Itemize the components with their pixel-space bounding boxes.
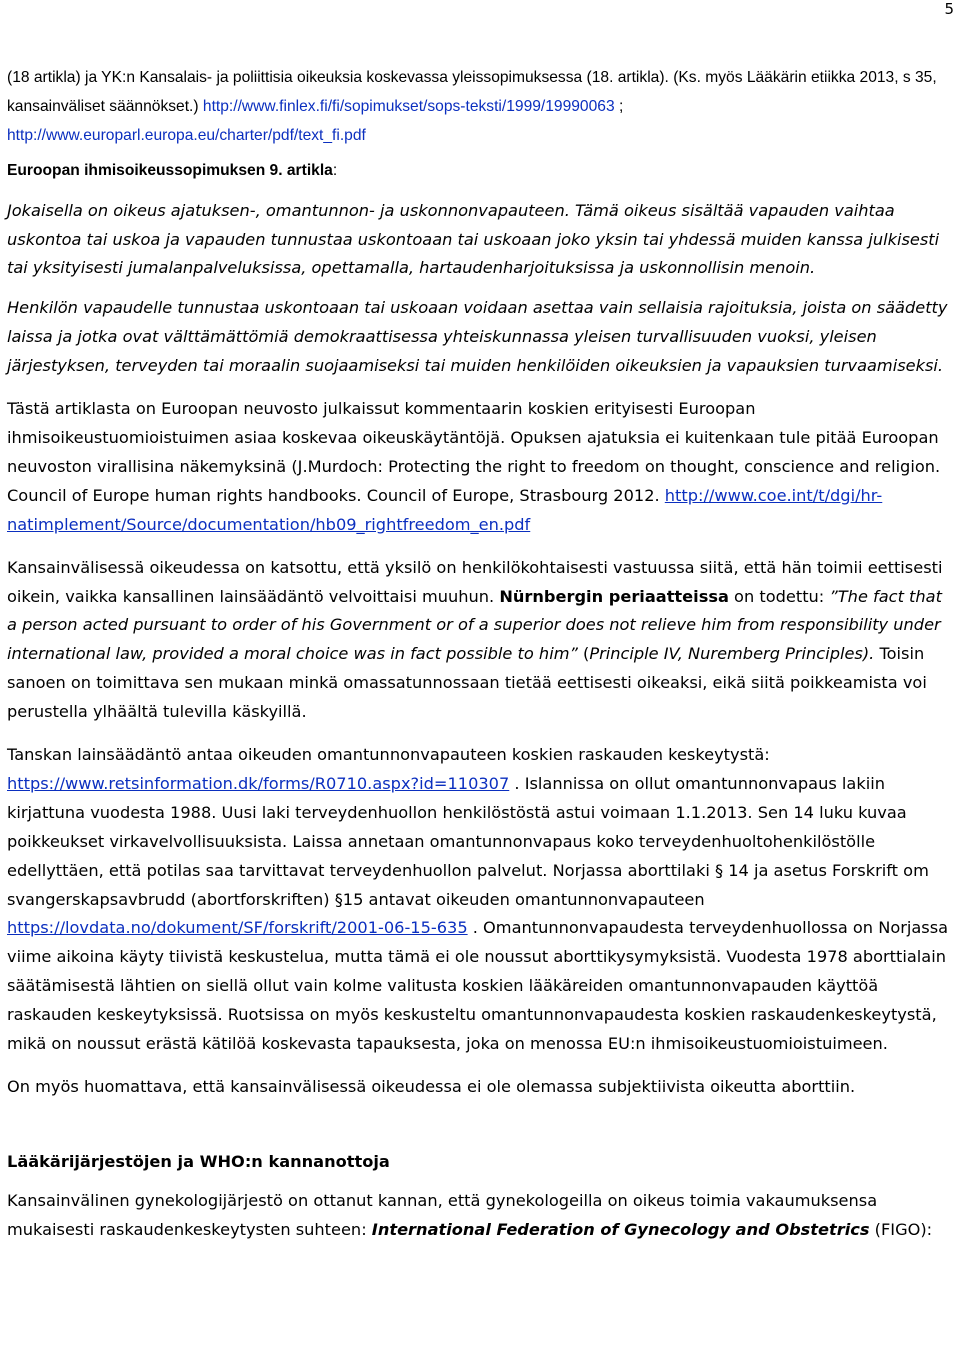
echr-heading-colon: :: [332, 161, 338, 179]
figo-text-1: Kansainvälinen gynekologijärjestö on ottanut kannan, että gynekologeilla on oikeus toimia vakaumuksensa mukaisesti raskaudenkeskeytysten suhteen:: [7, 1190, 878, 1239]
intro-separator: ;: [614, 97, 624, 115]
echr-quote-1: Jokaisella on oikeus ajatuksen-, omantunnon- ja uskonnonvapauteen. Tämä oikeus sisältää vapauden vaihtaa uskontoa tai uskoa ja vapauden tunnustaa uskontoaan tai uskoaan joko yksin tai yhdessä muiden kanssa julkisesti tai yksityisesti jumalanpalveluksissa, opettamalla, hartaudenharjoituksissa ja uskonnollisin menoin.: [7, 200, 940, 278]
coe-link[interactable]: http://www.coe.int/t/dgi/hr-natimplement/Source/documentation/hb09_rightfreedom_en.pdf: [7, 485, 883, 534]
figo-paragraph: [7, 1187, 953, 1245]
council-paragraph: [7, 395, 953, 540]
nuremberg-principles-bold: Nürnbergin periaatteissa: [499, 586, 729, 606]
intro-paragraph: [7, 64, 953, 151]
echr-quote-2: Henkilön vapaudelle tunnustaa uskontoaan tai uskoaan voidaan asettaa vain sellaisia rajoituksia, joista on säädetty laissa ja jotka ovat välttämättömiä demokraattisessa yhteiskunnassa yleisen turvallisuuden vuoksi, yleisen järjestyksen, terveyden tai moraalin suojaamiseksi tai muiden henkilöiden oikeuksien ja vapauksien turvaamiseksi.: [7, 298, 948, 376]
section-heading: Lääkärijärjestöjen ja WHO:n kannanottoja: [7, 1151, 390, 1171]
nuremberg-reference: Principle IV, Nuremberg Principles).: [589, 644, 875, 664]
note-paragraph: On myös huomattava, että kansainvälisessä oikeudessa ei ole olemassa subjektiivista oikeutta aborttiin.: [7, 1077, 856, 1096]
nuremberg-text-3: (: [577, 644, 590, 664]
nuremberg-text-1: Kansainvälisessä oikeudessa on katsottu, että yksilö on henkilökohtaisesti vastuussa siitä, että hän toimii eettisesti oikein, vaikka kansallinen lainsäädäntö velvoittaisi muuhun.: [7, 557, 943, 606]
council-text: Tästä artiklasta on Euroopan neuvosto julkaissut kommentaarin koskien erityisesti Euroopan ihmisoikeustuomioistuimen asiaa koskevaa oikeuskäytäntöjä. Opuksen ajatuksia ei kuitenkaan tule pitää Euroopan neuvoston virallisina näkemyksinä (J.Murdoch: Protecting the right to freedom on thought, conscience and religion. Council of Europe human rights handbooks. Council of Europe, Strasbourg 2012.: [7, 399, 941, 505]
nuremberg-text-2: on todettu:: [728, 586, 830, 606]
nordic-text-3: . Omantunnonvapaudesta terveydenhuollossa on Norjassa viime aikoina käyty tiivistä keskustelua, mutta tämä ei ole noussut aborttikysymyksistä. Vuodesta 1978 aborttialain säätämisestä lähtien on siellä ollut vain kolme valitusta koskien lääkäreiden omantunnonvapauden käyttöä raskauden keskeytyksissä. Ruotsissa on myös keskusteltu omantunnonvapaudesta koskien raskaudenkeskeytystä, mikä on noussut erästä kätilöä koskevasta tapauksesta, joka on menossa EU:n ihmisoikeustuomioistuimeen.: [7, 918, 949, 1054]
lovdata-link[interactable]: https://lovdata.no/dokument/SF/forskrift/2001-06-15-635: [7, 918, 468, 938]
nuremberg-paragraph: [7, 554, 953, 727]
nordic-text-2: . Islannissa on ollut omantunnonvapaus lakiin kirjattuna vuodesta 1988. Uusi laki terveydenhuollon henkilöstöstä astui voimaan 1.1.2013. Sen 14 luku kuvaa poikkeukset virkavelvollisuuksista. Laissa annetaan omantunnonvapaus koko terveydenhuoltohenkilöstölle edellyttäen, että potilas saa tarvittavat terveydenhuollon palvelut. Norjassa aborttilaki § 14 ja asetus Forskrift om svangerskapsavbrudd (abortforskriften) §15 antavat oikeuden omantunnonvapauteen: [7, 773, 929, 909]
page-number: 5: [944, 0, 954, 18]
finlex-link[interactable]: http://www.finlex.fi/fi/sopimukset/sops-teksti/1999/19990063: [202, 97, 615, 115]
figo-name: International Federation of Gynecology and Obstetrics: [371, 1219, 870, 1239]
echr-heading: [7, 157, 953, 186]
nuremberg-quote: ”The fact that a person acted pursuant to order of his Government or of a superior does not relieve him from responsibility under international law, provided a moral choice was in fact possible to him”: [7, 586, 942, 664]
intro-text: (18 artikla) ja YK:n Kansalais- ja poliittisia oikeuksia koskevassa yleissopimuksessa (18. artikla). (Ks. myös Lääkärin etiikka 2013, s 35, kansainväliset säännökset.): [7, 69, 937, 115]
retsinformation-link[interactable]: https://www.retsinformation.dk/forms/R0710.aspx?id=110307: [7, 773, 510, 793]
document-body: [7, 64, 953, 1245]
europarl-link[interactable]: http://www.europarl.europa.eu/charter/pdf/text_fi.pdf: [7, 126, 366, 144]
nordic-text-1: Tanskan lainsäädäntö antaa oikeuden omantunnonvapauteen koskien raskauden keskeytystä:: [7, 745, 770, 765]
nuremberg-text-4: Toisin sanoen on toimittava sen mukaan minkä omassatunnossaan tietää eettisesti oikeaksi, eikä siitä poikkeamista voi perustella ylhäältä tulevilla käskyillä.: [7, 644, 927, 722]
echr-heading-text: Euroopan ihmisoikeussopimuksen 9. artikla: [7, 161, 333, 179]
nordic-paragraph: [7, 741, 953, 1059]
figo-text-2: (FIGO):: [869, 1219, 933, 1239]
